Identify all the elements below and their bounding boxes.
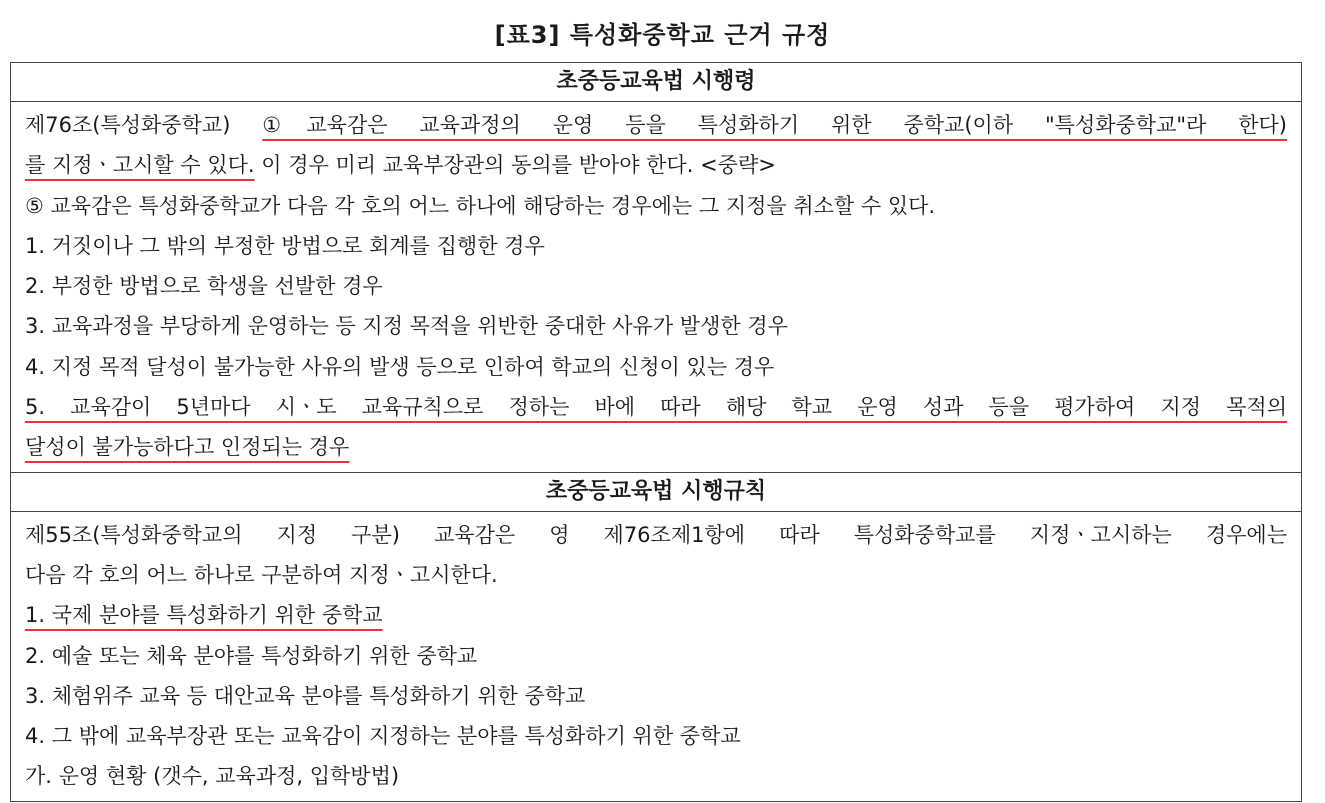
regulation-line bbox=[25, 387, 1287, 427]
line-text: 3. 교육과정을 부당하게 운영하는 등 지정 목적을 위반한 중대한 사유가 발생한 경우 bbox=[25, 314, 788, 339]
regulation-line bbox=[25, 347, 1287, 387]
regulation-line bbox=[25, 226, 1287, 266]
line-text: 이 경우 미리 교육부장관의 동의를 받아야 한다. <중략> bbox=[254, 153, 776, 178]
underlined-text: 5. 교육감이 5년마다 시ㆍ도 교육규칙으로 정하는 바에 따라 해당 학교 운영 성과 등을 평가하여 지정 목적의 bbox=[25, 395, 1287, 420]
line-text: 2. 예술 또는 체육 분야를 특성화하기 위한 중학교 bbox=[25, 643, 478, 668]
regulation-line bbox=[25, 105, 1287, 145]
line-text: 다음 각 호의 어느 하나로 구분하여 지정ㆍ고시한다. bbox=[25, 562, 498, 587]
section-header-enforcement-decree: 초중등교육법 시행령 bbox=[11, 63, 1301, 102]
regulation-line bbox=[25, 636, 1287, 676]
line-text: 제55조(특성화중학교의 지정 구분) 교육감은 영 제76조제1항에 따라 특성화중학교를 지정ㆍ고시하는 경우에는 bbox=[25, 522, 1287, 547]
regulation-line bbox=[25, 555, 1287, 595]
regulation-line bbox=[25, 716, 1287, 756]
section-body-enforcement-rules bbox=[11, 512, 1301, 801]
regulation-line bbox=[25, 595, 1287, 635]
regulation-line bbox=[25, 306, 1287, 346]
regulation-line bbox=[25, 515, 1287, 555]
regulation-line bbox=[25, 756, 1287, 796]
underlined-text: 를 지정ㆍ고시할 수 있다. bbox=[25, 153, 255, 178]
line-text: ⑤ 교육감은 특성화중학교가 다음 각 호의 어느 하나에 해당하는 경우에는 그 지정을 취소할 수 있다. bbox=[25, 193, 936, 218]
line-text: 4. 지정 목적 달성이 불가능한 사유의 발생 등으로 인하여 학교의 신청이 있는 경우 bbox=[25, 354, 775, 379]
regulation-line bbox=[25, 145, 1287, 185]
regulation-line bbox=[25, 266, 1287, 306]
document-title: [표3] 특성화중학교 근거 규정 bbox=[494, 21, 831, 49]
underlined-text: ①교육감은 교육과정의 운영 등을 특성화하기 위한 중학교(이하 "특성화중학교"라 한다) bbox=[262, 113, 1287, 137]
regulation-line bbox=[25, 186, 1287, 226]
line-text: 3. 체험위주 교육 등 대안교육 분야를 특성화하기 위한 중학교 bbox=[25, 683, 586, 708]
line-text: 4. 그 밖에 교육부장관 또는 교육감이 지정하는 분야를 특성화하기 위한 중학교 bbox=[25, 724, 741, 749]
line-text: 1. 거짓이나 그 밖의 부정한 방법으로 회계를 집행한 경우 bbox=[25, 233, 545, 258]
regulation-line bbox=[25, 676, 1287, 716]
underlined-text: 달성이 불가능하다고 인정되는 경우 bbox=[25, 435, 350, 460]
line-text: 가. 운영 현황 (갯수, 교육과정, 입학방법) bbox=[25, 764, 400, 789]
line-text: 2. 부정한 방법으로 학생을 선발한 경우 bbox=[25, 274, 383, 299]
underlined-text: 1. 국제 분야를 특성화하기 위한 중학교 bbox=[25, 603, 383, 628]
regulation-table bbox=[10, 62, 1302, 802]
section-body-enforcement-decree bbox=[11, 102, 1301, 473]
regulation-line bbox=[25, 427, 1287, 467]
line-text: 제76조(특성화중학교) bbox=[25, 113, 263, 137]
section-header-enforcement-rules: 초중등교육법 시행규칙 bbox=[11, 473, 1301, 512]
